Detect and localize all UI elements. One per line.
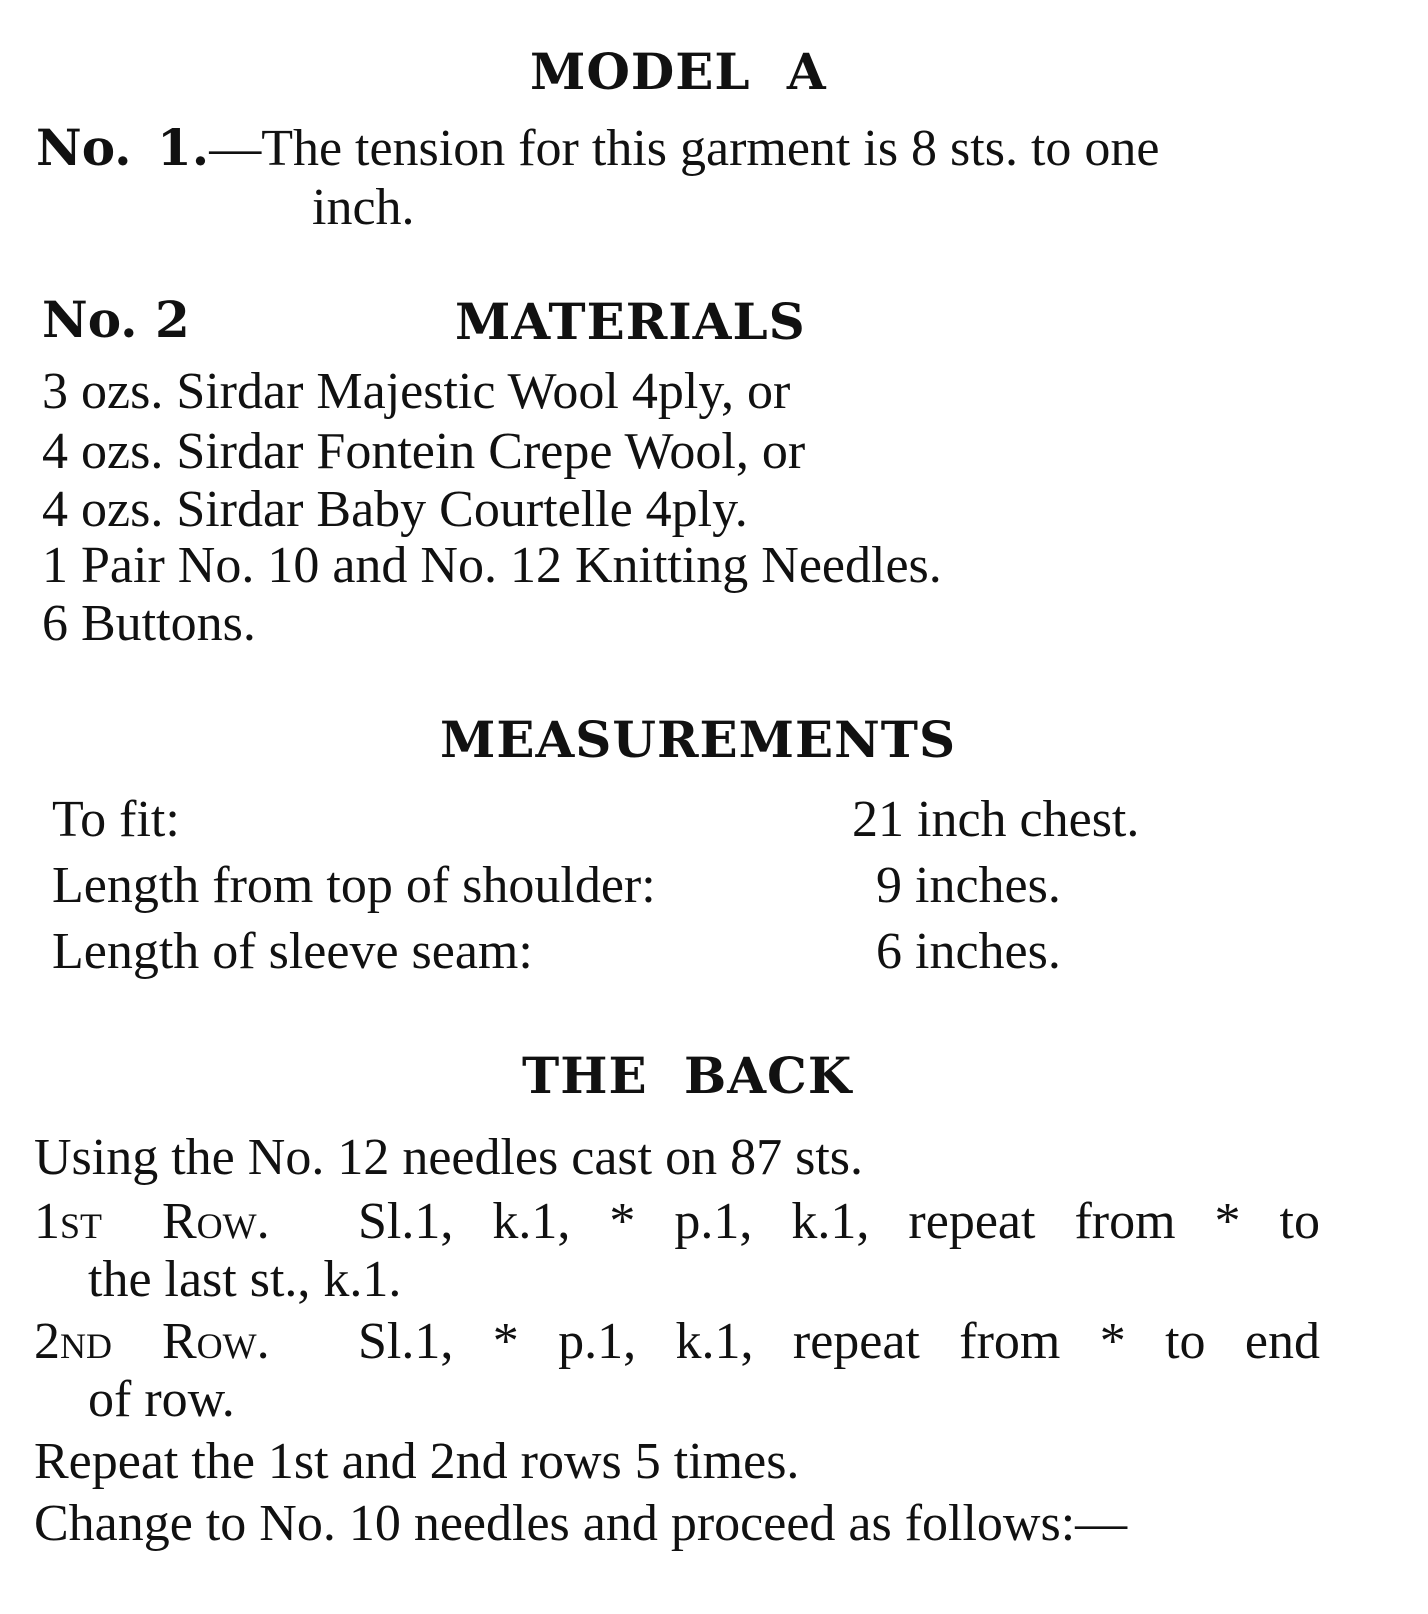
row2-label: 2nd <box>34 1313 112 1370</box>
materials-item: 3 ozs. Sirdar Majestic Wool 4ply, or <box>42 363 791 420</box>
materials-item: 1 Pair No. 10 and No. 12 Knitting Needles. <box>42 537 942 594</box>
materials-item: 4 ozs. Sirdar Baby Courtelle 4ply. <box>42 481 748 538</box>
row1-row-word: Row. <box>162 1193 270 1250</box>
measurements-heading: MEASUREMENTS <box>440 710 957 769</box>
the-back-intro: Using the No. 12 needles cast on 87 sts. <box>34 1129 864 1186</box>
tension-note <box>36 118 1160 178</box>
row2-text-line1: Sl.1, * p.1, k.1, repeat from * to end <box>358 1313 1320 1370</box>
note1-text-line1: —The tension for this garment is 8 sts. to one <box>209 120 1160 177</box>
measurement-value: 9 inches. <box>876 857 1061 914</box>
row1-instruction <box>34 1192 1324 1251</box>
the-back-heading: THE BACK <box>522 1046 853 1105</box>
change-needles-instruction: Change to No. 10 needles and proceed as follows:— <box>34 1495 1128 1552</box>
materials-heading: MATERIALS <box>455 292 806 351</box>
repeat-instruction: Repeat the 1st and 2nd rows 5 times. <box>34 1433 800 1490</box>
measurement-label: Length from top of shoulder: <box>52 857 656 914</box>
model-title: MODEL A <box>530 42 827 101</box>
row1-text-line1: Sl.1, k.1, * p.1, k.1, repeat from * to <box>358 1193 1320 1250</box>
materials-number-label: No. 2 <box>42 290 190 349</box>
measurement-label: Length of sleeve seam: <box>52 923 533 980</box>
note1-text-line2: inch. <box>312 179 415 236</box>
measurement-label: To fit: <box>52 791 180 848</box>
materials-item: 6 Buttons. <box>42 595 256 652</box>
measurement-value: 21 inch chest. <box>852 791 1140 848</box>
row2-row-word: Row. <box>162 1313 270 1370</box>
note1-label: No. 1. <box>36 118 210 177</box>
row2-instruction <box>34 1312 1324 1371</box>
measurement-value: 6 inches. <box>876 923 1061 980</box>
materials-item: 4 ozs. Sirdar Fontein Crepe Wool, or <box>42 423 806 480</box>
row1-label: 1st <box>34 1193 103 1250</box>
row2-text-line2: of row. <box>88 1371 235 1428</box>
row1-text-line2: the last st., k.1. <box>88 1251 402 1308</box>
